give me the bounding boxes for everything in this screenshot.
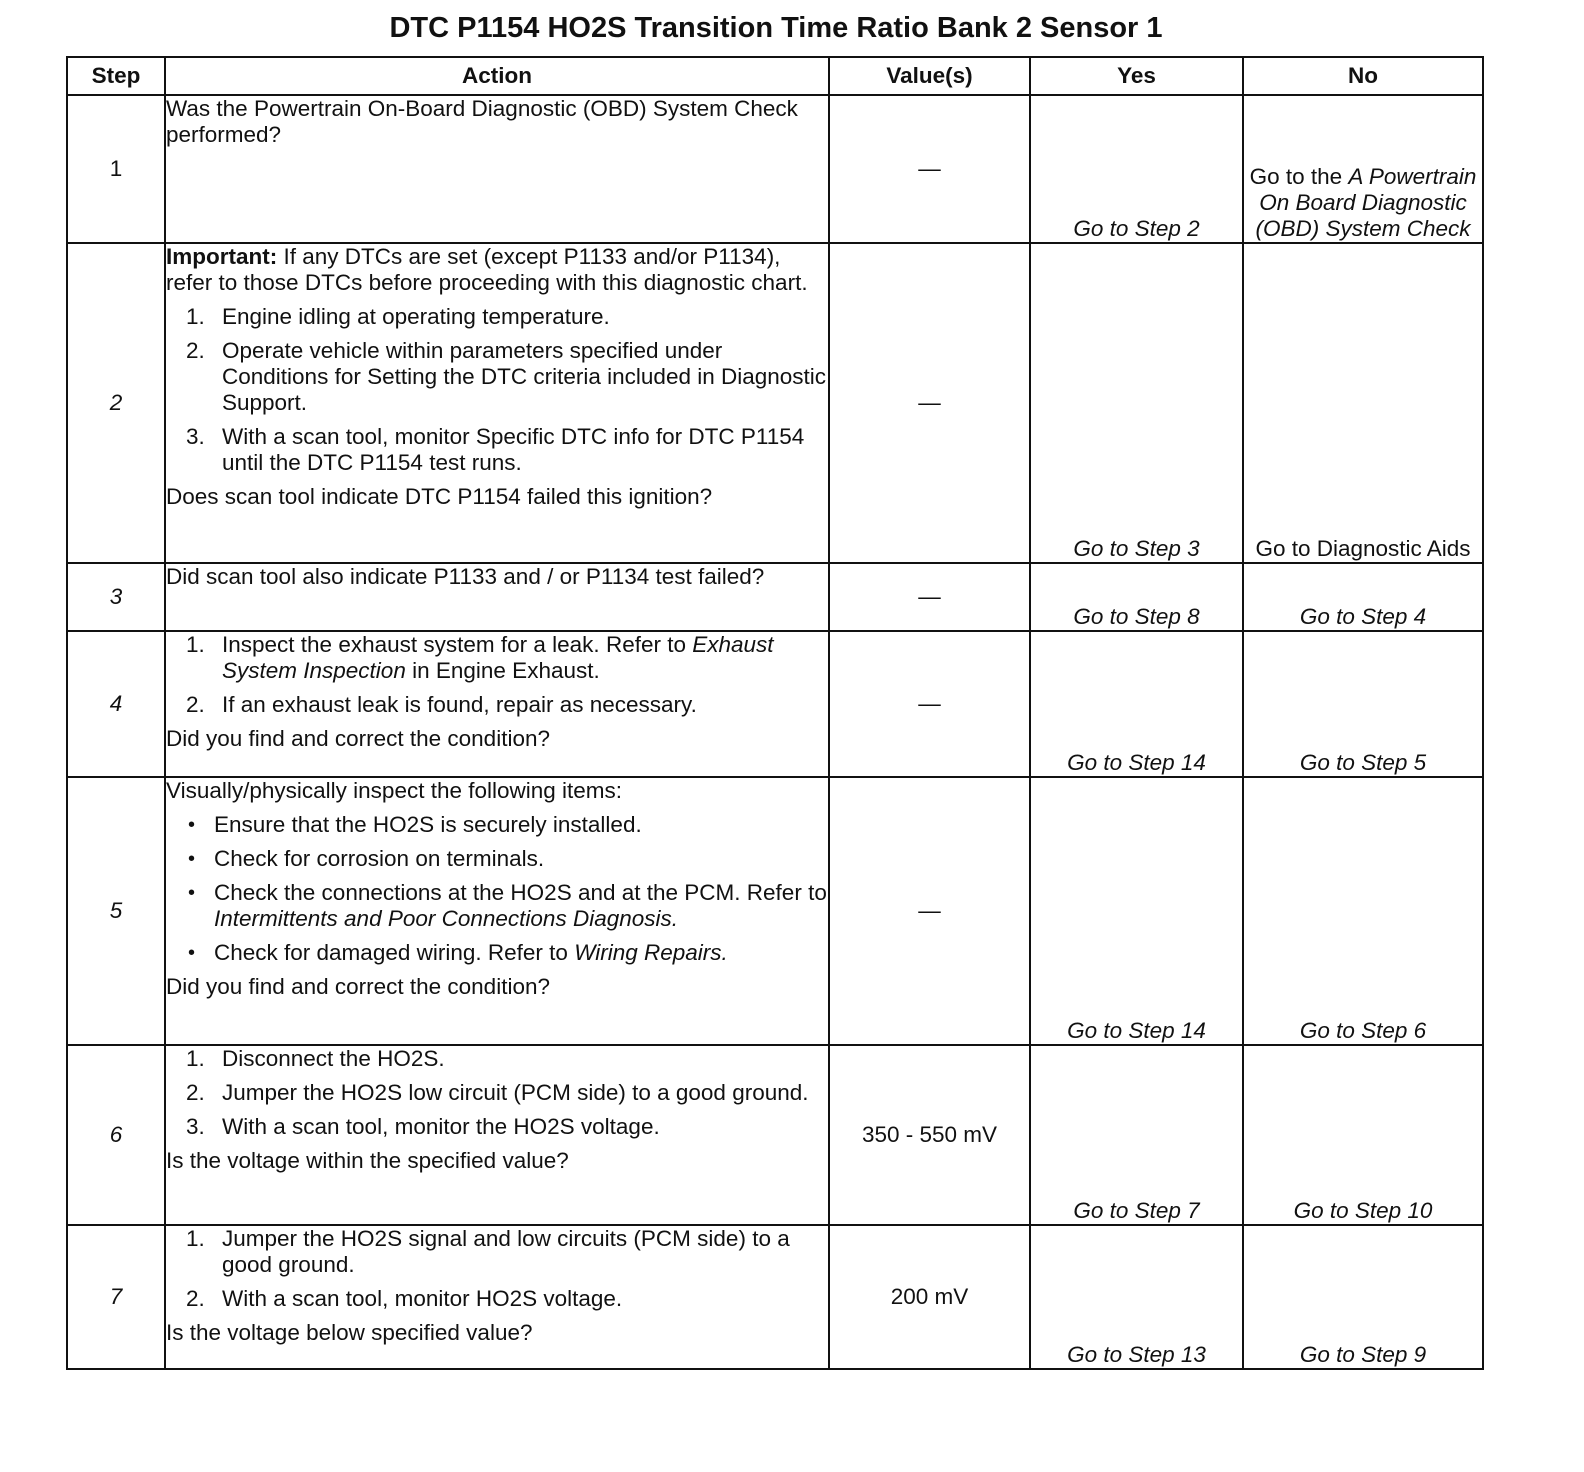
- diagnostic-table: [66, 56, 1484, 1370]
- list-number: 2.: [186, 1286, 205, 1311]
- yes-cell: Go to Step 3: [1030, 243, 1243, 563]
- step-number-text: 7: [109, 1284, 123, 1309]
- table-row: [67, 95, 1483, 243]
- no-italic: A Powertrain On Board Diagnostic (OBD) System Check: [1255, 164, 1477, 241]
- list-number: 1.: [186, 1046, 205, 1071]
- value-cell: —: [829, 95, 1030, 243]
- important-text: If any DTCs are set (except P1133 and/or P1134), refer to those DTCs before proceeding with this diagnostic chart.: [166, 244, 808, 295]
- header-action: Action: [165, 57, 829, 95]
- step-number: 1: [67, 95, 165, 243]
- action-cell: [165, 1225, 829, 1369]
- table-row: [67, 631, 1483, 777]
- bullet-icon: •: [188, 882, 196, 904]
- list-text: With a scan tool, monitor HO2S voltage.: [222, 1286, 623, 1311]
- list-text-pre: Check for damaged wiring. Refer to: [214, 940, 568, 965]
- list-text: Ensure that the HO2S is securely installed.: [214, 812, 642, 837]
- step-number: [67, 563, 165, 631]
- list-number: 3.: [186, 1114, 205, 1139]
- action-question: Is the voltage within the specified value?: [166, 1148, 569, 1173]
- table-row: [67, 777, 1483, 1045]
- list-text: Operate vehicle within parameters specified under Conditions for Setting the DTC criteria included in Diagnostic Support.: [222, 338, 827, 415]
- header-row: [67, 57, 1483, 95]
- table-row: [67, 563, 1483, 631]
- yes-cell: Go to Step 14: [1030, 631, 1243, 777]
- step-number: [67, 243, 165, 563]
- yes-cell: Go to Step 14: [1030, 777, 1243, 1045]
- list-text-italic: Wiring Repairs.: [574, 940, 728, 965]
- step-number: [67, 1045, 165, 1225]
- list-text: With a scan tool, monitor the HO2S voltage.: [222, 1114, 660, 1139]
- action-cell: [165, 777, 829, 1045]
- value-cell: —: [829, 563, 1030, 631]
- page-title: DTC P1154 HO2S Transition Time Ratio Bank 2 Sensor 1: [389, 12, 1163, 44]
- action-cell: [165, 563, 829, 631]
- no-cell: Go to Step 6: [1243, 777, 1483, 1045]
- no-cell: Go to Diagnostic Aids: [1243, 243, 1483, 563]
- list-item: [188, 846, 828, 872]
- no-cell: Go to Step 10: [1243, 1045, 1483, 1225]
- action-question: Does scan tool indicate DTC P1154 failed this ignition?: [166, 484, 713, 509]
- list-item: [188, 940, 828, 966]
- no-prefix: Go to the: [1249, 164, 1343, 189]
- step-number-text: 6: [109, 1122, 123, 1147]
- action-text: Was the Powertrain On-Board Diagnostic (OBD) System Check performed?: [166, 96, 798, 147]
- action-question: Did you find and correct the condition?: [166, 726, 550, 751]
- header-step: Step: [67, 57, 165, 95]
- list-text: Disconnect the HO2S.: [222, 1046, 445, 1071]
- step-number-text: 4: [109, 691, 123, 716]
- list-item: [188, 812, 828, 838]
- value-cell: —: [829, 631, 1030, 777]
- list-text: If an exhaust leak is found, repair as necessary.: [222, 692, 697, 717]
- header-yes: Yes: [1030, 57, 1243, 95]
- action-question: Did you find and correct the condition?: [166, 974, 550, 999]
- list-item: [186, 338, 828, 416]
- no-cell: [1243, 95, 1483, 243]
- important-label: Important:: [166, 244, 278, 269]
- table-row: [67, 243, 1483, 563]
- list-text: Check for corrosion on terminals.: [214, 846, 545, 871]
- list-item: [186, 1286, 828, 1312]
- list-text-post: in Engine Exhaust.: [412, 658, 600, 683]
- yes-cell: Go to Step 2: [1030, 95, 1243, 243]
- step-number-text: 5: [109, 898, 123, 923]
- step-number: [67, 631, 165, 777]
- table-row: [67, 1045, 1483, 1225]
- yes-cell: Go to Step 8: [1030, 563, 1243, 631]
- action-text: Did scan tool also indicate P1133 and / or P1134 test failed?: [166, 564, 765, 589]
- list-item: [186, 632, 828, 684]
- action-cell: [165, 95, 829, 243]
- action-intro: Visually/physically inspect the following items:: [166, 778, 623, 803]
- list-number: 2.: [186, 1080, 205, 1105]
- list-text: [222, 632, 828, 684]
- action-cell: [165, 243, 829, 563]
- list-item: [186, 1080, 828, 1106]
- list-text: [214, 940, 828, 966]
- header-no: No: [1243, 57, 1483, 95]
- step-number-text: 3: [109, 584, 123, 609]
- action-question: Is the voltage below specified value?: [166, 1320, 533, 1345]
- value-cell: —: [829, 777, 1030, 1045]
- list-item: [186, 1114, 828, 1140]
- list-item: [188, 880, 828, 932]
- value-cell: 200 mV: [829, 1225, 1030, 1369]
- step-number: [67, 1225, 165, 1369]
- step-list: [166, 304, 828, 476]
- yes-cell: Go to Step 13: [1030, 1225, 1243, 1369]
- list-text: With a scan tool, monitor Specific DTC info for DTC P1154 until the DTC P1154 test runs.: [222, 424, 805, 475]
- step-list: [166, 1046, 828, 1140]
- list-number: 1.: [186, 1226, 205, 1251]
- list-text: Engine idling at operating temperature.: [222, 304, 610, 329]
- list-item: [186, 1046, 828, 1072]
- no-cell: Go to Step 9: [1243, 1225, 1483, 1369]
- list-item: [186, 692, 828, 718]
- list-text: Jumper the HO2S low circuit (PCM side) to a good ground.: [222, 1080, 809, 1105]
- bullet-list: [166, 812, 828, 966]
- bullet-icon: •: [188, 814, 196, 836]
- step-number: [67, 777, 165, 1045]
- no-cell: Go to Step 4: [1243, 563, 1483, 631]
- list-number: 3.: [186, 424, 205, 449]
- action-cell: [165, 631, 829, 777]
- no-cell: Go to Step 5: [1243, 631, 1483, 777]
- action-cell: [165, 1045, 829, 1225]
- important-note: [166, 244, 828, 296]
- list-item: [186, 304, 828, 330]
- step-list: [166, 632, 828, 718]
- yes-cell: Go to Step 7: [1030, 1045, 1243, 1225]
- list-number: 2.: [186, 338, 205, 363]
- list-number: 1.: [186, 304, 205, 329]
- list-text-pre: Check the connections at the HO2S and at the PCM. Refer to: [214, 880, 827, 905]
- bullet-icon: •: [188, 848, 196, 870]
- list-number: 1.: [186, 632, 205, 657]
- list-text: [214, 880, 828, 932]
- step-number-text: 2: [109, 390, 123, 415]
- list-text-italic: Exhaust System Inspection: [222, 632, 774, 683]
- bullet-icon: •: [188, 942, 196, 964]
- value-cell: —: [829, 243, 1030, 563]
- table-row: [67, 1225, 1483, 1369]
- list-text-pre: Inspect the exhaust system for a leak. Refer to: [222, 632, 686, 657]
- step-list: [166, 1226, 828, 1312]
- list-item: [186, 424, 828, 476]
- list-item: [186, 1226, 828, 1278]
- list-number: 2.: [186, 692, 205, 717]
- list-text-italic: Intermittents and Poor Connections Diagnosis.: [214, 906, 678, 931]
- header-values: Value(s): [829, 57, 1030, 95]
- list-text: Jumper the HO2S signal and low circuits (PCM side) to a good ground.: [222, 1226, 790, 1277]
- value-cell: 350 - 550 mV: [829, 1045, 1030, 1225]
